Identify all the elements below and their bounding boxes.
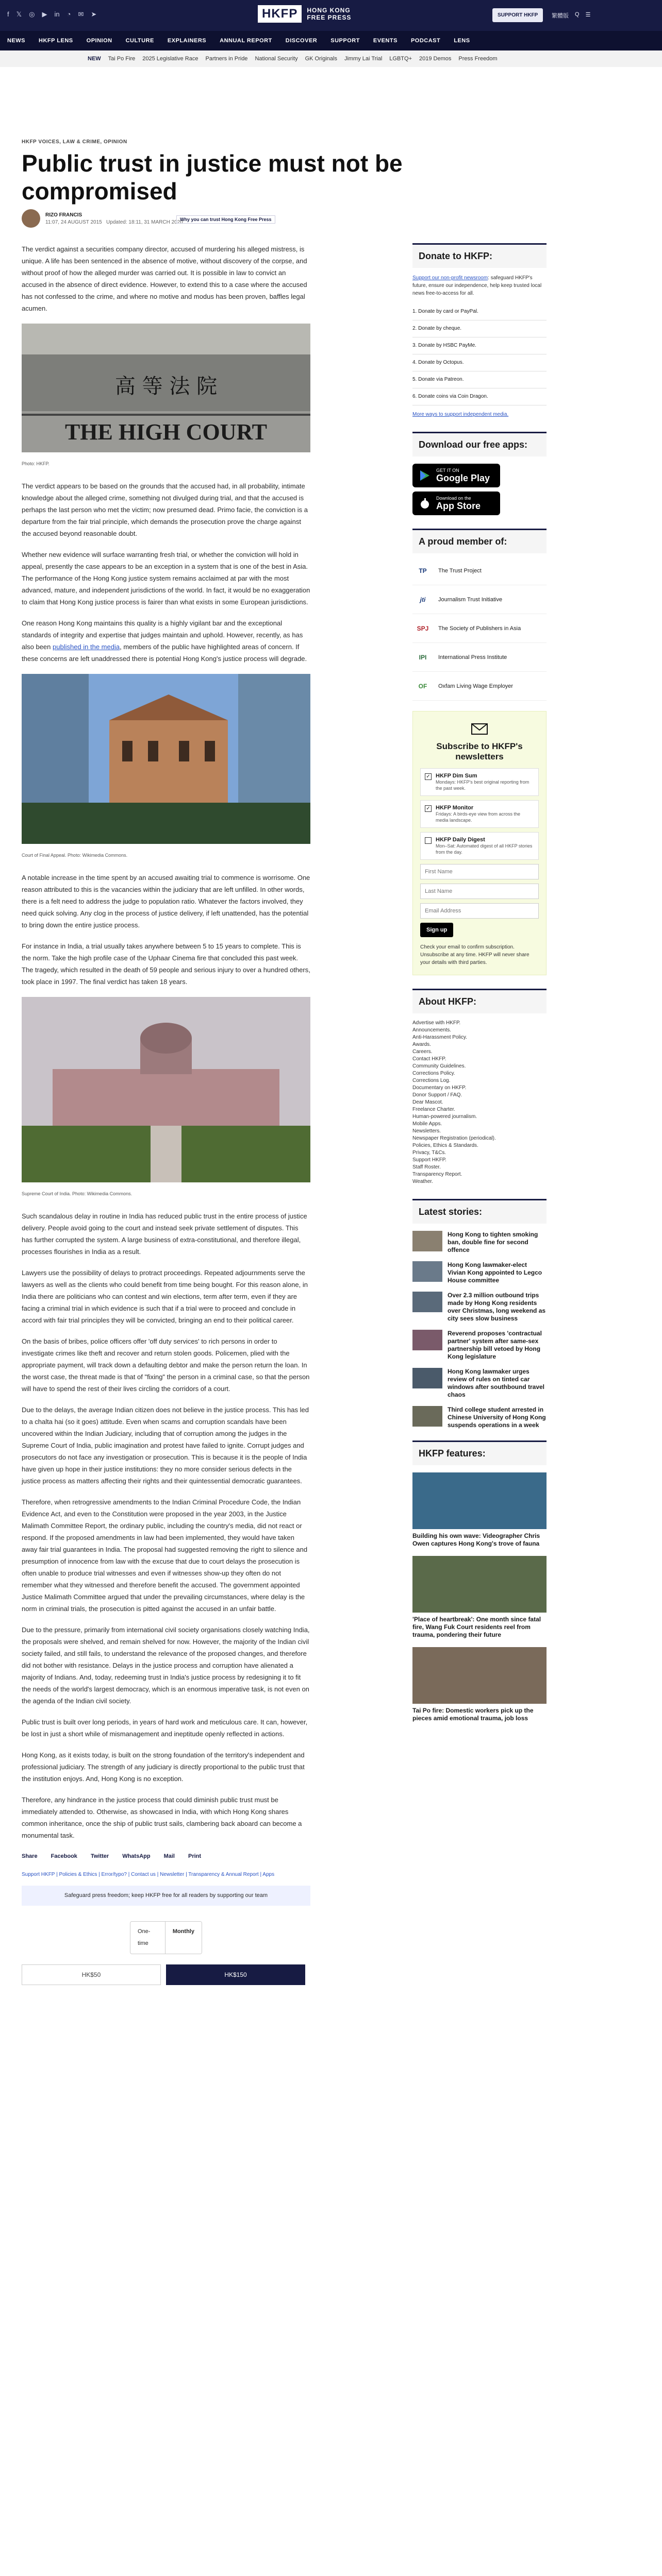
google-play-button[interactable]	[412, 464, 500, 487]
newsletter-name: HKFP Dim Sum	[436, 773, 477, 779]
story-thumbnail	[412, 1406, 442, 1427]
member-mark: TP	[419, 567, 427, 574]
about-link[interactable]: Careers.	[412, 1049, 433, 1055]
logo-box: HKFP	[258, 5, 302, 23]
language-switch[interactable]: 繁體版	[552, 13, 569, 19]
logo-text	[307, 7, 351, 21]
about-link[interactable]: Advertise with HKFP.	[412, 1020, 461, 1026]
checkbox-checked-icon[interactable]: ✓	[425, 805, 432, 812]
google-play-icon	[419, 469, 431, 482]
share-whatsapp-button[interactable]: WhatsApp	[122, 1853, 151, 1859]
donate-option[interactable]: 4. Donate by Octopus.	[412, 354, 547, 371]
donation-frequency-toggle	[130, 1921, 202, 1954]
story-title: Reverend proposes 'contractual partner' system after same-sex partnership bill vetoed by Hong Kong legislature	[448, 1330, 542, 1360]
rss-icon[interactable]: ◔	[67, 10, 71, 18]
share-facebook-button[interactable]: Facebook	[51, 1853, 77, 1859]
feature-title: Tai Po fire: Domestic workers pick up the pieces amid emotional trauma, job loss	[412, 1707, 534, 1722]
apple-icon	[419, 497, 431, 510]
share-twitter-button[interactable]: Twitter	[90, 1853, 109, 1859]
share-print-button[interactable]: Print	[188, 1853, 202, 1859]
newsletter-desc: Fridays: A birds-eye view from across the media landscape.	[436, 811, 521, 823]
nav-item[interactable]: HKFP LENS	[39, 38, 73, 44]
paragraph: Whether new evidence will surface warranting fresh trial, or whether the conviction will hold in appeal, presently the case appears to be an exception in a system that is one of the best in Asia. The performance of the Hong Kong justice system remains acclaimed at par with the most advanced, mature, and independent jurisdictions of the world. In fact, it would be no exaggeration to claim that Hong Kong justice process is fairer than what exists in some European jurisdictions.	[22, 551, 310, 606]
newsletter-option[interactable]	[420, 800, 539, 828]
topic-bar	[0, 50, 662, 67]
paragraph-text: One reason Hong Kong maintains this quality is a highly vigilant bar and the exceptional standards of integrity and expertise that judges maintain and uphold. However, recently, as has also been	[22, 619, 303, 651]
author-name[interactable]: RIZO FRANCIS	[45, 212, 82, 218]
story-thumbnail	[412, 1231, 442, 1251]
feature-story[interactable]	[412, 1556, 547, 1639]
paragraph: The verdict against a securities company director, accused of murdering his alleged mistress, is unique. A life has been sentenced in the absence of motive, without discovery of the corpse, and without proof of how the alleged murder was carried out. It is possible in law to convict an accused in the absence of direct evidence. However, to extend this to a case where the accused has not confessed to the crime, and where no motive and modus has been proven, baffles legal acumen.	[22, 245, 307, 312]
donate-title: Donate to HKFP:	[412, 243, 547, 268]
about-link[interactable]: Documentary on HKFP.	[412, 1085, 467, 1091]
topic-item[interactable]: Tai Po Fire	[108, 56, 136, 62]
paragraph: Such scandalous delay in routine in India has reduced public trust in the entire process of justice delivery. People avoid going to the court and instead seek private settlement of disputes. This has further corrupted the system. A large business of extra-constitutional, and therefore illegal, processes flourishes in India as a result.	[22, 1212, 307, 1256]
newsletter-desc: Mon–Sat: Automated digest of all HKFP stories from the day.	[436, 843, 533, 855]
features-title: HKFP features:	[412, 1440, 547, 1465]
nav-item[interactable]: ANNUAL REPORT	[220, 38, 272, 44]
photo-caption: Supreme Court of India. Photo: Wikimedia Commons.	[22, 1191, 133, 1196]
youtube-icon[interactable]: ▶	[42, 10, 47, 18]
sidebar	[412, 243, 547, 1731]
topic-item[interactable]: GK Originals	[305, 56, 337, 62]
topic-item[interactable]: LGBTQ+	[389, 56, 412, 62]
paragraph	[22, 617, 310, 665]
paragraph: Lawyers use the possibility of delays to protract proceedings. Repeated adjournments serve the lawyers as well as the clients who could benefit from time being bought. For this reason alone, in India there are politicians who can contest and win elections, term after term, even if they are facing a criminal trial in which evidence is such that if a trial were to proceed and conclude in accord with fair trial principles they will be convicted, bringing an end to their political career.	[22, 1269, 308, 1324]
member-logo[interactable]	[412, 556, 547, 585]
about-link[interactable]: Donor Support / FAQ.	[412, 1092, 462, 1098]
search-icon[interactable]: Q	[575, 11, 580, 18]
photo-caption: Court of Final Appeal. Photo: Wikimedia Commons.	[22, 853, 128, 858]
linkedin-icon[interactable]: in	[54, 10, 60, 18]
about-title: About HKFP:	[412, 989, 547, 1013]
member-logo[interactable]	[412, 643, 547, 672]
paragraph: The verdict appears to be based on the grounds that the accused had, in all probability, intimate knowledge about the alleged crime, something not divulged during trial, and that the accused is perhaps the last person who met the victim; now presumed dead. Primo facie, the conviction is a departure from the fair trial principle, which demands the prosecution prove the charge against the accused beyond reasonable doubt.	[22, 482, 308, 537]
safeguard-banner[interactable]: Safeguard press freedom; keep HKFP free for all readers by supporting our team	[22, 1886, 310, 1906]
supreme-court-india-photo	[22, 997, 310, 1182]
topic-item[interactable]: 2019 Demos	[419, 56, 452, 62]
member-mark: jti	[420, 596, 426, 603]
store-small-text: Download on the	[436, 495, 471, 501]
about-link[interactable]: Freelance Charter.	[412, 1107, 455, 1112]
top-header	[0, 0, 662, 31]
topic-item[interactable]: National Security	[255, 56, 298, 62]
about-link[interactable]: Human-powered journalism.	[412, 1114, 477, 1120]
topic-item[interactable]: Partners in Pride	[205, 56, 248, 62]
about-link[interactable]: Corrections Policy.	[412, 1071, 455, 1076]
paragraph: On the basis of bribes, police officers offer 'off duty services' to rich persons in order to investigate crimes like theft and recover and return stolen goods. Policemen, plied with the appropriate payment, will track down a defaulting debtor and make the person return the loan. In the worst case, the threat made is that of "fixing" the person in a criminal case, so that the person will have to spend the rest of their lives circling the corridors of a court.	[22, 1337, 310, 1393]
newsletter-note: Check your email to confirm subscription. Unsubscribe at any time. HKFP will never share your details with third parties.	[420, 944, 529, 965]
court-sign-chinese: 高 等 法 院	[114, 375, 218, 398]
apps-title: Download our free apps:	[412, 432, 547, 456]
last-name-input[interactable]: Last Name	[420, 884, 539, 899]
member-logo[interactable]	[412, 585, 547, 614]
menu-icon[interactable]: ☰	[585, 12, 591, 18]
topic-item[interactable]: 2025 Legislative Race	[142, 56, 198, 62]
nav-item[interactable]: EVENTS	[373, 38, 398, 44]
story-title: Hong Kong lawmaker urges review of rules on tinted car windows after southbound travel chaos	[448, 1368, 545, 1398]
high-court-photo	[22, 324, 310, 452]
support-hkfp-button[interactable]: SUPPORT HKFP	[492, 8, 543, 22]
paragraph: Therefore, when retrogressive amendments to the Indian Criminal Procedure Code, the Indian Evidence Act, and even to the Constitution were proposed in the year 2003, in the Justice Malimath Committee Report, the ordinary public, including the country's media, did not react or respond. If the proposed amendments in law had been implemented, they would have taken away fair trial guarantees in India. The proposal had suggested removing the right to silence and presumption of innocence from law with the excuse that due to court delays the prosecution is often unable to produce trial witnesses and even if witnesses show-up they often do not remember what they witnessed and therefore benefit the accused. The government appointed Justice Malimath Committee argued that under the prevailing circumstances, where delay is the norm in criminal trials, the prosecution is pitted against the accused in an unfair battle.	[22, 1498, 308, 1613]
court-of-final-appeal-photo	[22, 674, 310, 844]
newsletter-name: HKFP Monitor	[436, 805, 474, 811]
checkbox-checked-icon[interactable]: ✓	[425, 773, 432, 780]
about-link[interactable]: Support HKFP.	[412, 1157, 446, 1163]
member-logo[interactable]	[412, 614, 547, 643]
app-store-button[interactable]	[412, 492, 500, 515]
store-big-text: Google Play	[436, 472, 490, 483]
donate-intro-link[interactable]: Support our non-profit newsroom	[412, 275, 488, 281]
latest-story[interactable]	[412, 1292, 547, 1323]
nav-item[interactable]: NEWS	[7, 38, 25, 44]
about-link[interactable]: Announcements.	[412, 1027, 452, 1033]
article-body	[22, 243, 310, 1985]
twitter-icon[interactable]: 𝕏	[16, 10, 22, 18]
about-link[interactable]: Mobile Apps.	[412, 1121, 442, 1127]
donation-amounts	[22, 1964, 310, 1985]
photo-caption: Photo: HKFP.	[22, 461, 49, 466]
newsletter-desc: Mondays: HKFP's best original reporting from the past week.	[436, 779, 529, 791]
nav-item[interactable]: CULTURE	[125, 38, 154, 44]
member-name: The Society of Publishers in Asia	[438, 625, 521, 632]
court-sign-english: THE HIGH COURT	[64, 419, 268, 445]
date-published: 11:07, 24 AUGUST 2015	[45, 219, 102, 225]
share-mail-button[interactable]: Mail	[163, 1853, 175, 1859]
monthly-option[interactable]: Monthly	[165, 1922, 202, 1954]
donate-option[interactable]: 1. Donate by card or PayPal.	[412, 303, 547, 320]
newsletter-option[interactable]	[420, 768, 539, 796]
member-mark: OF	[418, 682, 427, 690]
story-title: Over 2.3 million outbound trips made by Hong Kong residents over Christmas, long weekend as city sees slow business	[448, 1292, 546, 1322]
signup-button[interactable]: Sign up	[420, 923, 453, 937]
newsletter-signup	[412, 711, 547, 975]
feature-image	[412, 1647, 547, 1704]
trust-badge[interactable]: Why you can trust Hong Kong Free Press	[176, 215, 275, 224]
article-title: Public trust in justice must not be compromised	[22, 150, 403, 205]
store-small-text: GET IT ON	[436, 467, 459, 473]
feature-title: 'Place of heartbreak': One month since fatal fire, Wang Fuk Court residents reel from trauma, pondering their future	[412, 1616, 541, 1638]
main-nav	[0, 31, 662, 50]
latest-title: Latest stories:	[412, 1199, 547, 1224]
nav-item[interactable]: PODCAST	[410, 38, 441, 44]
story-thumbnail	[412, 1330, 442, 1350]
member-mark: SPJ	[417, 624, 429, 632]
story-thumbnail	[412, 1261, 442, 1282]
publish-date	[45, 219, 183, 225]
about-link[interactable]: Staff Roster.	[412, 1164, 441, 1170]
newsletter-option[interactable]	[420, 832, 539, 860]
about-link[interactable]: Anti-Harassment Policy.	[412, 1035, 467, 1040]
amount-option-selected[interactable]: HK$150	[166, 1964, 305, 1985]
member-name: International Press Institute	[438, 654, 507, 660]
more-ways-link[interactable]: More ways to support independent media.	[412, 412, 509, 417]
paragraph: For instance in India, a trial usually takes anywhere between 5 to 15 years to complete. This is the norm. Take the high profile case of the Uphaar Cinema fire that concluded this past week. The tragedy, which resulted in the death of 59 people and serious injury to over a hundred others, took place in 1997. The final verdict has taken 18 years.	[22, 942, 310, 986]
paragraph: Due to the pressure, primarily from international civil society organisations closely watching India, the proposals were shelved, and remain shelved for now. However, the majority of the Indian civil society failed, and still fails, to understand the relevance of the proposed changes, and therefore did not bother with resistance. Delays in the justice process and corruption have alienated a majority of Indians. And, today, redeeming trust in India's justice process by redesigning it to fit the needs of the world's largest democracy, which is an enormous imperative task, is not even on the agenda of the Indian civil society.	[22, 1626, 310, 1705]
media-link[interactable]: published in the media	[53, 643, 120, 651]
one-time-option[interactable]: One-time	[138, 1928, 151, 1946]
story-thumbnail	[412, 1292, 442, 1312]
nav-item[interactable]: OPINION	[86, 38, 112, 44]
donate-intro-text: : safeguard HKFP's future, ensure our independence, help keep trusted local news free-to-access for all.	[412, 275, 542, 296]
about-link[interactable]: Corrections Log.	[412, 1078, 451, 1083]
feature-image	[412, 1472, 547, 1529]
feature-image	[412, 1556, 547, 1613]
about-link[interactable]: Transparency Report.	[412, 1172, 462, 1177]
footer-links[interactable]: Support HKFP | Policies & Ethics | Error/typo? | Contact us | Newsletter | Transparency & Annual Report | Apps	[22, 1872, 275, 1877]
member-name: Journalism Trust Initiative	[438, 596, 503, 603]
story-title: Hong Kong lawmaker-elect Vivian Kong appointed to Legco House committee	[448, 1261, 542, 1284]
email-input[interactable]: Email Address	[420, 903, 539, 919]
share-label: Share	[22, 1853, 38, 1859]
header-tools	[552, 11, 590, 20]
latest-story[interactable]	[412, 1231, 547, 1254]
social-icons	[7, 10, 96, 19]
newsletter-name: HKFP Daily Digest	[436, 837, 485, 843]
site-logo[interactable]	[258, 5, 351, 23]
paragraph: Therefore, any hindrance in the justice process that could diminish public trust must be immediately attended to. Otherwise, as showcased in India, with which Hong Kong shares common inheritance, once the ship of public trust sails, clambering back aboard can become a monumental task.	[22, 1796, 302, 1839]
newsletter-title: Subscribe to HKFP's newsletters	[436, 741, 523, 761]
donate-options	[412, 303, 547, 405]
paragraph: Hong Kong, as it exists today, is built on the strong foundation of the territory's independent and professional judiciary. The strength of any judiciary is directly proportional to the public trust that the institution enjoys. And, Hong Kong is no exception.	[22, 1751, 305, 1783]
paragraph-text: , members of the public have highlighted areas of concern. If these concerns are left unaddressed there is potential Hong Kong's justice process will degrade.	[22, 643, 307, 663]
feature-story[interactable]	[412, 1472, 547, 1548]
member-name: Oxfam Living Wage Employer	[438, 683, 514, 689]
paragraph: A notable increase in the time spent by an accused awaiting trial to commence is worrisome. One reason attributed to this is the vacancies within the judiciary that are left unfilled. In other words, there is a felt need to address the judge to population ratio. Whatever the factors involved, they need quick solving. Any clog in the process of justice delivery, if left unattended, has the potential to bring down the entire justice process.	[22, 874, 310, 929]
checkbox-icon[interactable]	[425, 837, 432, 844]
store-big-text: App Store	[436, 500, 481, 511]
latest-story[interactable]	[412, 1406, 547, 1429]
author-avatar	[22, 209, 40, 228]
topic-item[interactable]: Press Freedom	[458, 56, 498, 62]
donate-option[interactable]: 3. Donate by HSBC PayMe.	[412, 337, 547, 354]
nav-item[interactable]: SUPPORT	[330, 38, 360, 44]
logo-line-2: FREE PRESS	[307, 14, 352, 21]
about-link[interactable]: Weather.	[412, 1179, 433, 1184]
logo-line-1: HONG KONG	[307, 7, 351, 14]
about-link[interactable]: Newspaper Registration (periodical).	[412, 1136, 496, 1141]
article-category[interactable]: HKFP VOICES, LAW & CRIME, OPINION	[22, 139, 127, 145]
about-link[interactable]: Privacy, T&Cs.	[412, 1150, 446, 1156]
about-link[interactable]: Contact HKFP.	[412, 1056, 446, 1062]
member-title: A proud member of:	[412, 529, 547, 553]
member-name: The Trust Project	[438, 567, 482, 574]
instagram-icon[interactable]: ◎	[29, 10, 35, 18]
mail-icon[interactable]: ✉	[78, 10, 84, 18]
about-link[interactable]: Dear Mascot.	[412, 1099, 443, 1105]
about-link[interactable]: Community Guidelines.	[412, 1063, 466, 1069]
donate-option[interactable]: 2. Donate by cheque.	[412, 320, 547, 337]
envelope-icon	[470, 720, 489, 738]
donate-option[interactable]: 5. Donate via Patreon.	[412, 371, 547, 388]
about-link[interactable]: Awards.	[412, 1042, 431, 1047]
story-title: Hong Kong to tighten smoking ban, double fine for second offence	[448, 1231, 538, 1253]
about-links	[412, 1020, 547, 1185]
facebook-icon[interactable]: f	[7, 10, 9, 18]
latest-story[interactable]	[412, 1261, 547, 1284]
topic-item[interactable]: Jimmy Lai Trial	[344, 56, 383, 62]
story-title: Third college student arrested in Chinese University of Hong Kong suspends operations in a week	[448, 1406, 546, 1429]
nav-item[interactable]: LENS	[454, 38, 470, 44]
nav-item[interactable]: EXPLAINERS	[167, 38, 207, 44]
latest-story[interactable]	[412, 1330, 547, 1361]
paragraph: Public trust is built over long periods, in years of hard work and meticulous care. It can, however, be lost in just a short while of mismanagement and ineptitude openly reflected in actions.	[22, 1718, 308, 1738]
share-bar	[22, 1851, 310, 1862]
telegram-icon[interactable]: ➤	[91, 10, 97, 18]
member-logo[interactable]	[412, 672, 547, 701]
feature-title: Building his own wave: Videographer Chris Owen captures Hong Kong's trove of fauna	[412, 1532, 540, 1547]
donate-option[interactable]: 6. Donate coins via Coin Dragon.	[412, 388, 547, 405]
paragraph: Due to the delays, the average Indian citizen does not believe in the justice process. This has led to a chalta hai (so it goes) attitude. Even when scams and corruption scandals have been uncovered within the Indian Judiciary, including that of corruption among the judges in the Supreme Court of India, public imagination and protest have failed to ignite. Corrupt judges and prosecutors do not face any investigation or prosecution. This is because it is the people of India have given up hope in their justice institutions: they no more consider serious defects in the justice process as matters affecting their rights and their quintessential democratic guarantees.	[22, 1406, 309, 1485]
date-updated: Updated: 18:11, 31 MARCH 2020	[106, 219, 183, 225]
amount-option[interactable]: HK$50	[22, 1964, 161, 1985]
byline	[22, 209, 183, 228]
about-link[interactable]: Policies, Ethics & Standards.	[412, 1143, 478, 1148]
first-name-input[interactable]: First Name	[420, 864, 539, 879]
about-link[interactable]: Newsletters.	[412, 1128, 441, 1134]
topic-lead: NEW	[88, 56, 101, 62]
feature-story[interactable]	[412, 1647, 547, 1722]
nav-item[interactable]: DISCOVER	[285, 38, 318, 44]
latest-story[interactable]	[412, 1368, 547, 1399]
member-mark: IPI	[419, 653, 427, 661]
donate-intro	[412, 274, 547, 297]
story-thumbnail	[412, 1368, 442, 1388]
